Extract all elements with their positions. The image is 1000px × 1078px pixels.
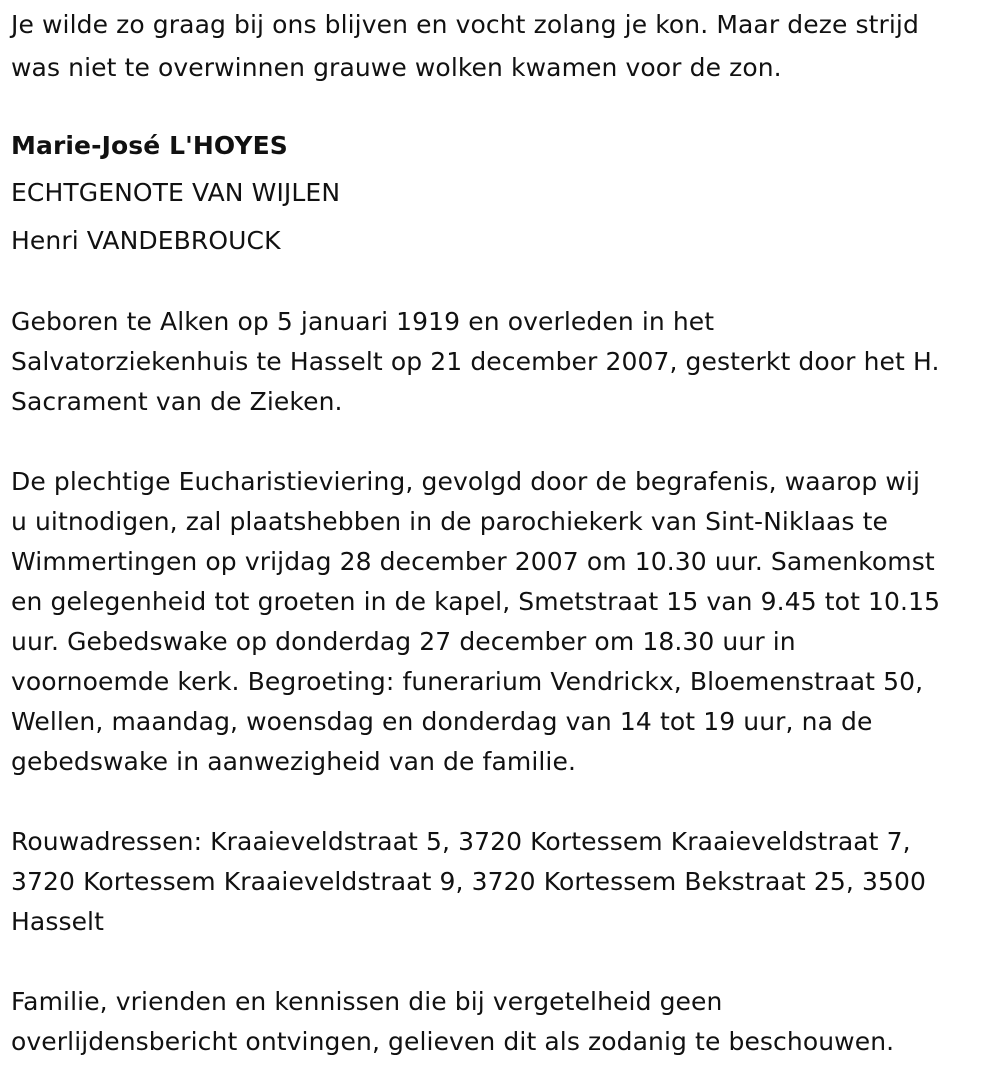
closing-line: Familie, vrienden en kennissen die bij vergetelheid geen [11, 987, 723, 1016]
deceased-name: Marie-José L'HOYES [11, 131, 288, 160]
birth-death-line: Salvatorziekenhuis te Hasselt op 21 december 2007, gesterkt door het H. [11, 347, 940, 376]
relation-line: ECHTGENOTE VAN WIJLEN [11, 178, 341, 207]
intro-line: Je wilde zo graag bij ons blijven en vocht zolang je kon. Maar deze strijd [11, 10, 919, 39]
ceremony-line: Wellen, maandag, woensdag en donderdag van 14 tot 19 uur, na de [11, 707, 873, 736]
ceremony-line: uur. Gebedswake op donderdag 27 december om 18.30 uur in [11, 627, 796, 656]
address-line: Rouwadressen: Kraaieveldstraat 5, 3720 Kortessem Kraaieveldstraat 7, [11, 827, 911, 856]
intro-line: was niet te overwinnen grauwe wolken kwamen voor de zon. [11, 53, 782, 82]
birth-death-line: Sacrament van de Zieken. [11, 387, 343, 416]
closing-line: overlijdensbericht ontvingen, gelieven dit als zodanig te beschouwen. [11, 1027, 895, 1056]
address-line: 3720 Kortessem Kraaieveldstraat 9, 3720 Kortessem Bekstraat 25, 3500 [11, 867, 926, 896]
ceremony-line: voornoemde kerk. Begroeting: funerarium Vendrickx, Bloemenstraat 50, [11, 667, 924, 696]
birth-death-line: Geboren te Alken op 5 januari 1919 en overleden in het [11, 307, 715, 336]
address-line: Hasselt [11, 907, 104, 936]
ceremony-line: en gelegenheid tot groeten in de kapel, Smetstraat 15 van 9.45 tot 10.15 [11, 587, 941, 616]
ceremony-line: gebedswake in aanwezigheid van de familie. [11, 747, 576, 776]
spouse-name: Henri VANDEBROUCK [11, 226, 281, 255]
ceremony-line: u uitnodigen, zal plaatshebben in de parochiekerk van Sint-Niklaas te [11, 507, 888, 536]
ceremony-line: De plechtige Eucharistieviering, gevolgd door de begrafenis, waarop wij [11, 467, 921, 496]
ceremony-line: Wimmertingen op vrijdag 28 december 2007 om 10.30 uur. Samenkomst [11, 547, 935, 576]
